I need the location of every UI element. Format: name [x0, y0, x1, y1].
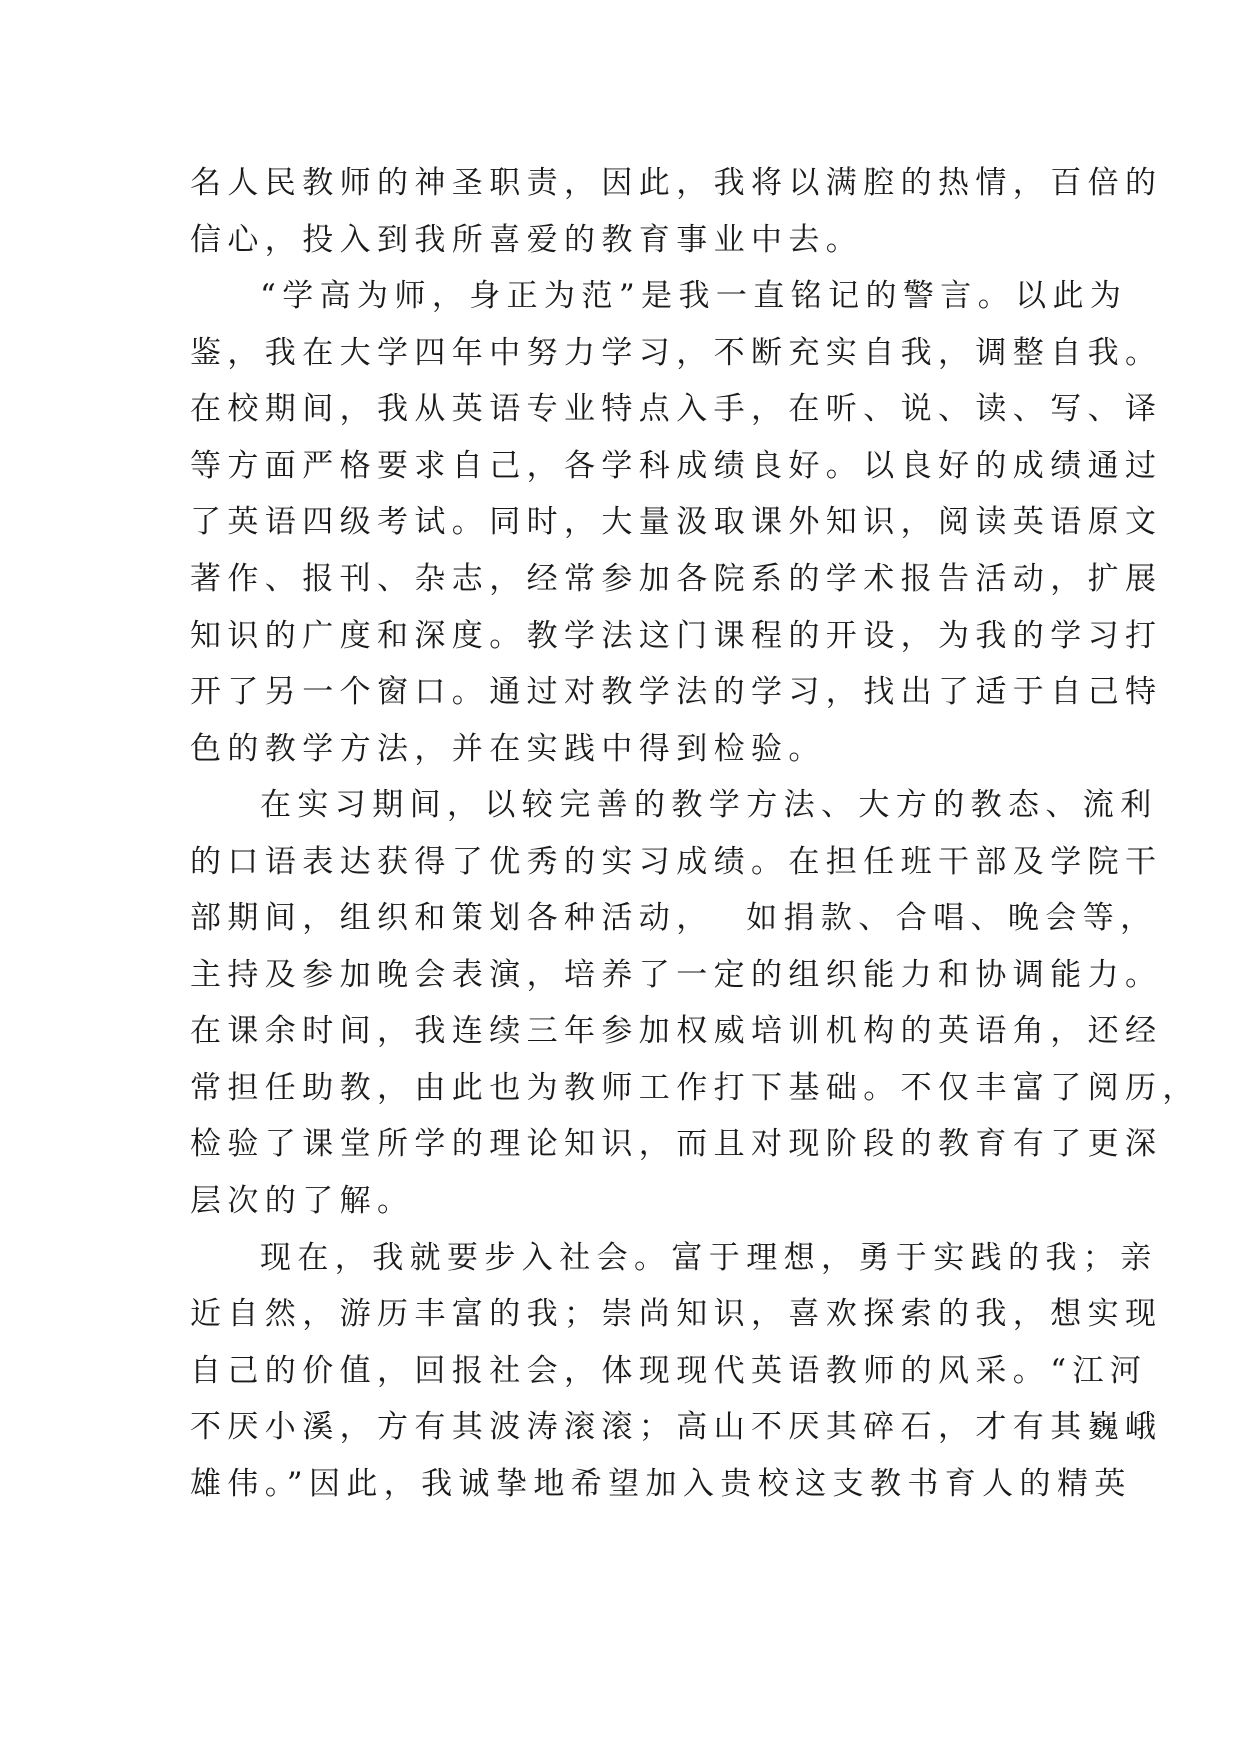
- text-line: 的口语表达获得了优秀的实习成绩。在担任班干部及学院干: [190, 844, 1163, 880]
- text-line: 知识的广度和深度。教学法这门课程的开设，为我的学习打: [190, 618, 1163, 654]
- paragraph-first-line: 在实习期间，以较完善的教学方法、大方的教态、流利: [260, 787, 1158, 823]
- text-line: 在课余时间，我连续三年参加权威培训机构的英语角，还经: [190, 1013, 1163, 1049]
- text-line: 常担任助教，由此也为教师工作打下基础。不仅丰富了阅历，: [190, 1070, 1200, 1106]
- text-line: 主持及参加晚会表演，培养了一定的组织能力和协调能力。: [190, 957, 1163, 993]
- text-line: 开了另一个窗口。通过对教学法的学习，找出了适于自己特: [190, 674, 1163, 710]
- paragraph-first-line: “学高为师，身正为范”是我一直铭记的警言。以此为: [260, 278, 1128, 314]
- text-line: 层次的了解。: [190, 1183, 415, 1219]
- text-line: 等方面严格要求自己，各学科成绩良好。以良好的成绩通过: [190, 448, 1163, 484]
- text-line: 鉴，我在大学四年中努力学习，不断充实自我，调整自我。: [190, 335, 1163, 371]
- text-line: 了英语四级考试。同时，大量汲取课外知识，阅读英语原文: [190, 504, 1163, 540]
- text-line: 自己的价值，回报社会，体现现代英语教师的风采。“江河: [190, 1353, 1148, 1389]
- text-line: 不厌小溪，方有其波涛滚滚；高山不厌其碎石，才有其巍峨: [190, 1409, 1163, 1445]
- text-line: 色的教学方法，并在实践中得到检验。: [190, 731, 826, 767]
- text-line: 检验了课堂所学的理论知识，而且对现阶段的教育有了更深: [190, 1126, 1163, 1162]
- text-line: 近自然，游历丰富的我；崇尚知识，喜欢探索的我，想实现: [190, 1296, 1163, 1332]
- paragraph-first-line: 现在，我就要步入社会。富于理想，勇于实践的我；亲: [260, 1240, 1158, 1276]
- text-line: 著作、报刊、杂志，经常参加各院系的学术报告活动，扩展: [190, 561, 1163, 597]
- text-line: 在校期间，我从英语专业特点入手，在听、说、读、写、译: [190, 391, 1163, 427]
- text-line: 雄伟。”因此，我诚挚地希望加入贵校这支教书育人的精英: [190, 1466, 1132, 1502]
- text-line: 信心，投入到我所喜爱的教育事业中去。: [190, 222, 864, 258]
- text-line: 名人民教师的神圣职责，因此，我将以满腔的热情，百倍的: [190, 165, 1163, 201]
- text-line: 部期间，组织和策划各种活动， 如捐款、合唱、晚会等，: [190, 900, 1158, 936]
